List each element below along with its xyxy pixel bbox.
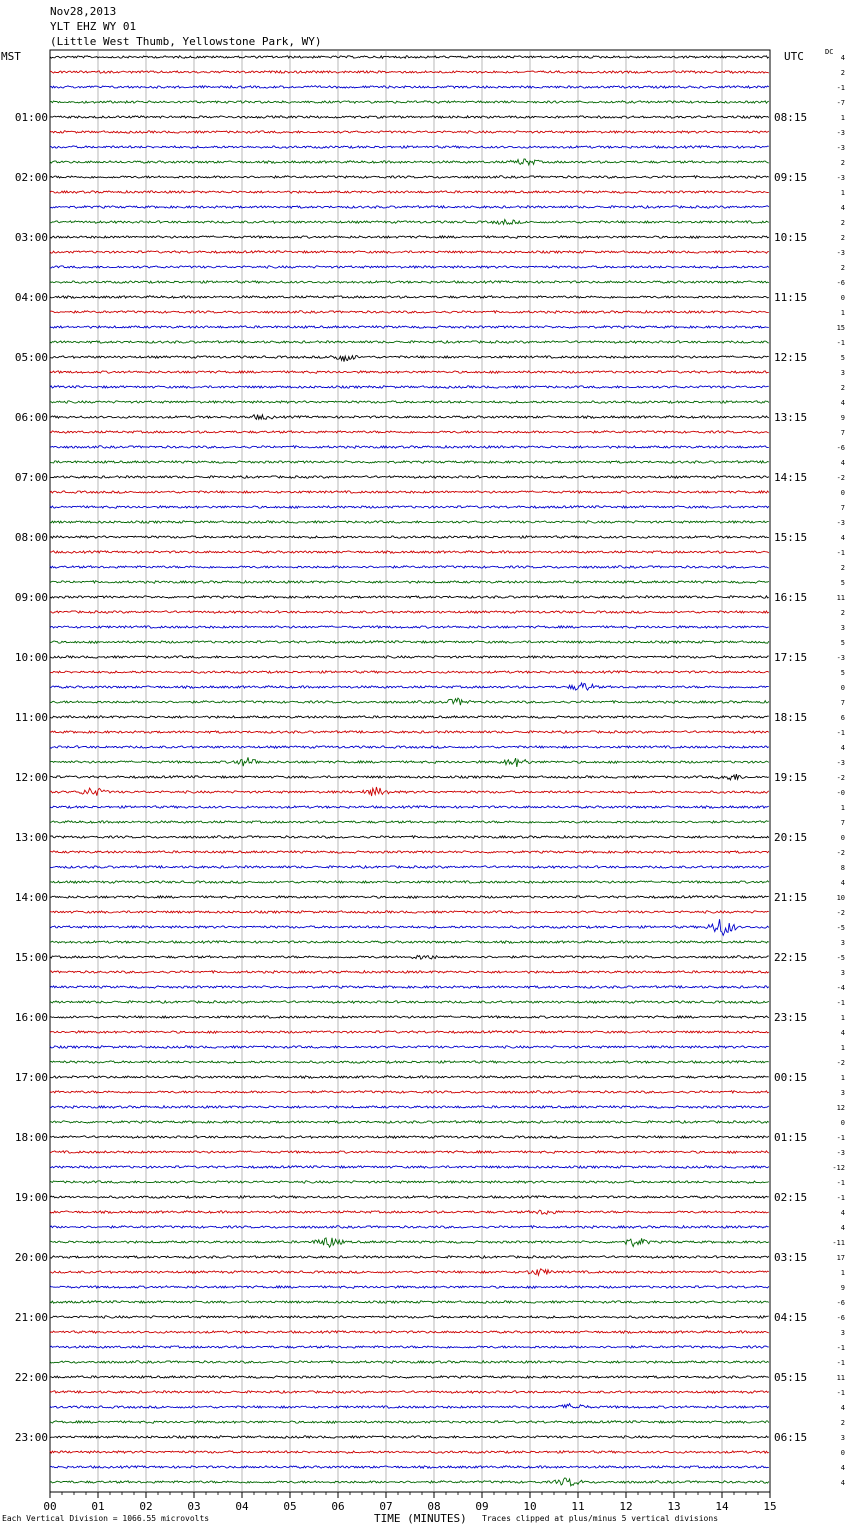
trace-50 bbox=[50, 806, 769, 809]
left-hour-label: 21:00 bbox=[14, 1311, 48, 1324]
location-label: (Little West Thumb, Yellowstone Park, WY) bbox=[50, 35, 322, 48]
dc-offset-label: 4 bbox=[840, 459, 845, 467]
x-tick-label-03: 03 bbox=[187, 1500, 201, 1513]
dc-offset-label: 5 bbox=[840, 354, 845, 362]
dc-offset-label: 1 bbox=[840, 1074, 845, 1082]
right-hour-label: 04:15 bbox=[774, 1311, 808, 1324]
trace-91 bbox=[50, 1421, 769, 1424]
left-hour-label: 10:00 bbox=[14, 651, 48, 664]
dc-offset-label: 4 bbox=[840, 1209, 845, 1217]
trace-7 bbox=[50, 159, 769, 165]
dc-offset-label: 1 bbox=[840, 309, 845, 317]
trace-81 bbox=[50, 1269, 769, 1275]
trace-78 bbox=[50, 1226, 769, 1229]
x-tick-label-01: 01 bbox=[91, 1500, 105, 1513]
trace-27 bbox=[50, 461, 769, 463]
trace-56 bbox=[50, 896, 769, 899]
trace-57 bbox=[50, 911, 769, 913]
trace-79 bbox=[50, 1238, 769, 1247]
trace-59 bbox=[50, 941, 769, 944]
trace-49 bbox=[50, 787, 769, 796]
trace-47 bbox=[50, 757, 769, 767]
x-tick-label-13: 13 bbox=[667, 1500, 681, 1513]
trace-42 bbox=[50, 683, 769, 690]
dc-offset-label: 8 bbox=[840, 864, 845, 872]
trace-51 bbox=[50, 821, 769, 824]
dc-offset-label: 1 bbox=[840, 804, 845, 812]
trace-28 bbox=[50, 476, 769, 479]
trace-85 bbox=[50, 1331, 769, 1334]
dc-offset-label: -1 bbox=[836, 84, 845, 92]
left-hour-label: 22:00 bbox=[14, 1371, 48, 1384]
trace-20 bbox=[50, 356, 769, 362]
trace-74 bbox=[50, 1166, 769, 1169]
trace-22 bbox=[50, 386, 769, 389]
trace-5 bbox=[50, 131, 769, 133]
dc-offset-label: -3 bbox=[836, 129, 845, 137]
left-hour-label: 13:00 bbox=[14, 831, 48, 844]
dc-offset-label: 10 bbox=[836, 894, 845, 902]
dc-offset-label: 7 bbox=[840, 429, 845, 437]
trace-10 bbox=[50, 206, 769, 209]
trace-92 bbox=[50, 1436, 769, 1438]
trace-15 bbox=[50, 281, 769, 284]
trace-34 bbox=[50, 566, 769, 569]
dc-offset-label: 3 bbox=[840, 624, 845, 632]
dc-offset-label: 4 bbox=[840, 204, 845, 212]
trace-0 bbox=[50, 56, 769, 59]
dc-offset-label: 1 bbox=[840, 1044, 845, 1052]
dc-offset-label: 9 bbox=[840, 1284, 845, 1292]
trace-33 bbox=[50, 551, 769, 554]
trace-68 bbox=[50, 1076, 769, 1079]
trace-4 bbox=[50, 116, 769, 118]
trace-82 bbox=[50, 1286, 769, 1289]
dc-offset-label: 0 bbox=[840, 834, 845, 842]
trace-54 bbox=[50, 866, 769, 869]
trace-2 bbox=[50, 86, 769, 89]
right-hour-label: 15:15 bbox=[774, 531, 808, 544]
right-hour-label: 21:15 bbox=[774, 891, 808, 904]
dc-offset-label: 4 bbox=[840, 1029, 845, 1037]
x-tick-label-02: 02 bbox=[139, 1500, 153, 1513]
dc-offset-label: 15 bbox=[836, 324, 845, 332]
dc-offset-label: -1 bbox=[836, 1179, 845, 1187]
trace-95 bbox=[50, 1478, 769, 1486]
trace-30 bbox=[50, 506, 769, 509]
left-hour-label: 03:00 bbox=[14, 231, 48, 244]
dc-offset-label: -0 bbox=[836, 789, 845, 797]
x-tick-label-06: 06 bbox=[331, 1500, 345, 1513]
dc-offset-label: -3 bbox=[836, 654, 845, 662]
trace-67 bbox=[50, 1061, 769, 1064]
dc-offset-label: 5 bbox=[840, 639, 845, 647]
trace-58 bbox=[50, 919, 769, 935]
dc-offset-label: -11 bbox=[832, 1239, 845, 1247]
dc-offset-label: 2 bbox=[840, 384, 845, 392]
trace-37 bbox=[50, 611, 769, 614]
left-hour-label: 09:00 bbox=[14, 591, 48, 604]
dc-offset-label: -3 bbox=[836, 1149, 845, 1157]
left-hour-label: 02:00 bbox=[14, 171, 48, 184]
trace-76 bbox=[50, 1196, 769, 1199]
right-hour-label: 00:15 bbox=[774, 1071, 808, 1084]
trace-84 bbox=[50, 1316, 769, 1319]
trace-94 bbox=[50, 1466, 769, 1469]
dc-offset-label: 5 bbox=[840, 579, 845, 587]
left-hour-label: 11:00 bbox=[14, 711, 48, 724]
trace-60 bbox=[50, 955, 769, 959]
left-hour-label: 01:00 bbox=[14, 111, 48, 124]
right-hour-label: 06:15 bbox=[774, 1431, 808, 1444]
trace-44 bbox=[50, 716, 769, 718]
trace-90 bbox=[50, 1404, 769, 1409]
left-hour-label: 20:00 bbox=[14, 1251, 48, 1264]
dc-offset-label: 2 bbox=[840, 159, 845, 167]
right-hour-label: 11:15 bbox=[774, 291, 808, 304]
dc-offset-label: 2 bbox=[840, 1419, 845, 1427]
trace-83 bbox=[50, 1301, 769, 1304]
dc-offset-label: -2 bbox=[836, 849, 845, 857]
dc-offset-label: 7 bbox=[840, 699, 845, 707]
trace-35 bbox=[50, 581, 769, 584]
dc-offset-label: -1 bbox=[836, 339, 845, 347]
dc-offset-label: 2 bbox=[840, 264, 845, 272]
dc-offset-label: -3 bbox=[836, 174, 845, 182]
right-hour-label: 20:15 bbox=[774, 831, 808, 844]
dc-offset-label: 0 bbox=[840, 684, 845, 692]
dc-offset-label: -5 bbox=[836, 954, 845, 962]
trace-41 bbox=[50, 671, 769, 674]
trace-1 bbox=[50, 71, 769, 74]
left-hour-label: 12:00 bbox=[14, 771, 48, 784]
dc-offset-label: 7 bbox=[840, 819, 845, 827]
dc-offset-label: 4 bbox=[840, 1464, 845, 1472]
left-hour-label: 06:00 bbox=[14, 411, 48, 424]
dc-offset-label: -3 bbox=[836, 519, 845, 527]
trace-11 bbox=[50, 220, 769, 225]
trace-72 bbox=[50, 1136, 769, 1139]
dc-offset-label: -2 bbox=[836, 774, 845, 782]
dc-offset-label: -6 bbox=[836, 444, 845, 452]
x-tick-label-10: 10 bbox=[523, 1500, 537, 1513]
right-hour-label: 08:15 bbox=[774, 111, 808, 124]
dc-offset-label: 3 bbox=[840, 939, 845, 947]
dc-offset-label: -1 bbox=[836, 1194, 845, 1202]
left-hour-label: 23:00 bbox=[14, 1431, 48, 1444]
scale-note: Each Vertical Division = 1066.55 microvolts bbox=[2, 1514, 210, 1523]
dc-offset-label: 1 bbox=[840, 189, 845, 197]
dc-offset-label: 2 bbox=[840, 564, 845, 572]
dc-offset-label: 6 bbox=[840, 714, 845, 722]
left-hour-label: 05:00 bbox=[14, 351, 48, 364]
trace-88 bbox=[50, 1376, 769, 1378]
dc-offset-label: -6 bbox=[836, 1314, 845, 1322]
dc-offset-label: -1 bbox=[836, 549, 845, 557]
left-hour-label: 16:00 bbox=[14, 1011, 48, 1024]
dc-offset-label: 3 bbox=[840, 1434, 845, 1442]
dc-offset-label: 0 bbox=[840, 294, 845, 302]
trace-29 bbox=[50, 491, 769, 494]
dc-offset-label: 9 bbox=[840, 414, 845, 422]
trace-38 bbox=[50, 626, 769, 629]
trace-25 bbox=[50, 431, 769, 434]
trace-55 bbox=[50, 881, 769, 884]
trace-23 bbox=[50, 401, 769, 404]
dc-offset-label: 4 bbox=[840, 399, 845, 407]
dc-offset-label: -1 bbox=[836, 1134, 845, 1142]
dc-offset-label: 4 bbox=[840, 1404, 845, 1412]
right-hour-label: 12:15 bbox=[774, 351, 808, 364]
dc-offset-label: 2 bbox=[840, 69, 845, 77]
left-hour-label: 15:00 bbox=[14, 951, 48, 964]
trace-64 bbox=[50, 1016, 769, 1019]
dc-offset-label: 0 bbox=[840, 1119, 845, 1127]
x-tick-label-12: 12 bbox=[619, 1500, 633, 1513]
left-hour-label: 08:00 bbox=[14, 531, 48, 544]
trace-48 bbox=[50, 774, 769, 780]
trace-63 bbox=[50, 1001, 769, 1004]
dc-offset-label: 11 bbox=[836, 1374, 845, 1382]
x-tick-label-11: 11 bbox=[571, 1500, 585, 1513]
left-hour-label: 18:00 bbox=[14, 1131, 48, 1144]
dc-offset-label: -1 bbox=[836, 1359, 845, 1367]
x-tick-label-00: 00 bbox=[43, 1500, 57, 1513]
right-hour-label: 13:15 bbox=[774, 411, 808, 424]
left-hour-label: 14:00 bbox=[14, 891, 48, 904]
right-hour-label: 23:15 bbox=[774, 1011, 808, 1024]
trace-46 bbox=[50, 746, 769, 749]
dc-offset-label: -6 bbox=[836, 279, 845, 287]
left-hour-label: 19:00 bbox=[14, 1191, 48, 1204]
dc-offset-label: 4 bbox=[840, 879, 845, 887]
right-hour-label: 16:15 bbox=[774, 591, 808, 604]
dc-offset-label: 4 bbox=[840, 1224, 845, 1232]
dc-offset-label: -3 bbox=[836, 249, 845, 257]
station-label: YLT EHZ WY 01 bbox=[50, 20, 137, 33]
dc-offset-label: 7 bbox=[840, 504, 845, 512]
dc-offset-label: 4 bbox=[840, 744, 845, 752]
trace-18 bbox=[50, 326, 769, 328]
right-hour-label: 10:15 bbox=[774, 231, 808, 244]
trace-69 bbox=[50, 1091, 769, 1094]
x-tick-label-05: 05 bbox=[283, 1500, 297, 1513]
x-axis-label: TIME (MINUTES) bbox=[374, 1512, 467, 1525]
dc-offset-label: -3 bbox=[836, 144, 845, 152]
dc-offset-label: 3 bbox=[840, 1089, 845, 1097]
trace-53 bbox=[50, 851, 769, 853]
trace-40 bbox=[50, 656, 769, 658]
dc-offset-label: -1 bbox=[836, 999, 845, 1007]
left-hour-label: 17:00 bbox=[14, 1071, 48, 1084]
trace-70 bbox=[50, 1106, 769, 1109]
dc-offset-label: -1 bbox=[836, 1344, 845, 1352]
dc-offset-label: -4 bbox=[836, 984, 845, 992]
x-tick-label-09: 09 bbox=[475, 1500, 489, 1513]
dc-offset-label: 0 bbox=[840, 1449, 845, 1457]
date-label: Nov28,2013 bbox=[50, 5, 117, 18]
left-hour-label: 04:00 bbox=[14, 291, 48, 304]
trace-8 bbox=[50, 176, 769, 179]
trace-66 bbox=[50, 1046, 769, 1048]
dc-offset-label: 17 bbox=[836, 1254, 845, 1262]
trace-26 bbox=[50, 446, 769, 449]
dc-offset-label: -3 bbox=[836, 759, 845, 767]
x-tick-label-04: 04 bbox=[235, 1500, 249, 1513]
dc-offset-label: 3 bbox=[840, 1329, 845, 1337]
trace-43 bbox=[50, 698, 769, 705]
trace-86 bbox=[50, 1346, 769, 1349]
trace-75 bbox=[50, 1181, 769, 1184]
dc-offset-label: -2 bbox=[836, 1059, 845, 1067]
dc-offset-label: 2 bbox=[840, 609, 845, 617]
trace-71 bbox=[50, 1121, 769, 1124]
dc-offset-label: 12 bbox=[836, 1104, 845, 1112]
dc-offset-label: -1 bbox=[836, 1389, 845, 1397]
trace-13 bbox=[50, 251, 769, 254]
dc-offset-label: -5 bbox=[836, 924, 845, 932]
dc-offset-label: 1 bbox=[840, 1269, 845, 1277]
dc-offset-label: -1 bbox=[836, 729, 845, 737]
trace-9 bbox=[50, 191, 769, 194]
right-timezone-label: UTC bbox=[784, 50, 804, 63]
right-hour-label: 05:15 bbox=[774, 1371, 808, 1384]
dc-offset-label: -2 bbox=[836, 909, 845, 917]
trace-45 bbox=[50, 731, 769, 734]
dc-offset-label: 11 bbox=[836, 594, 845, 602]
right-hour-label: 17:15 bbox=[774, 651, 808, 664]
dc-offset-label: -7 bbox=[836, 99, 845, 107]
dc-offset-label: 5 bbox=[840, 669, 845, 677]
right-hour-label: 18:15 bbox=[774, 711, 808, 724]
trace-32 bbox=[50, 536, 769, 539]
trace-6 bbox=[50, 146, 769, 149]
right-hour-label: 19:15 bbox=[774, 771, 808, 784]
left-hour-label: 07:00 bbox=[14, 471, 48, 484]
trace-3 bbox=[50, 101, 769, 104]
dc-header-label: DC bbox=[825, 48, 834, 56]
trace-52 bbox=[50, 836, 769, 839]
trace-31 bbox=[50, 521, 769, 523]
dc-offset-label: 1 bbox=[840, 114, 845, 122]
dc-offset-label: 1 bbox=[840, 1014, 845, 1022]
trace-61 bbox=[50, 971, 769, 974]
trace-65 bbox=[50, 1031, 769, 1034]
clip-note: Traces clipped at plus/minus 5 vertical divisions bbox=[482, 1514, 719, 1523]
trace-36 bbox=[50, 596, 769, 599]
dc-offset-label: 4 bbox=[840, 534, 845, 542]
trace-21 bbox=[50, 371, 769, 374]
dc-offset-label: -12 bbox=[832, 1164, 845, 1172]
trace-16 bbox=[50, 296, 769, 299]
trace-24 bbox=[50, 415, 769, 420]
trace-62 bbox=[50, 986, 769, 988]
trace-77 bbox=[50, 1210, 769, 1214]
dc-offset-label: 4 bbox=[840, 54, 845, 62]
right-hour-label: 22:15 bbox=[774, 951, 808, 964]
x-tick-label-07: 07 bbox=[379, 1500, 393, 1513]
trace-12 bbox=[50, 236, 769, 239]
x-tick-label-14: 14 bbox=[715, 1500, 729, 1513]
trace-17 bbox=[50, 311, 769, 314]
right-hour-label: 02:15 bbox=[774, 1191, 808, 1204]
trace-73 bbox=[50, 1151, 769, 1154]
dc-offset-label: 0 bbox=[840, 489, 845, 497]
left-timezone-label: MST bbox=[1, 50, 21, 63]
right-hour-label: 01:15 bbox=[774, 1131, 808, 1144]
right-hour-label: 09:15 bbox=[774, 171, 808, 184]
trace-19 bbox=[50, 341, 769, 344]
trace-89 bbox=[50, 1391, 769, 1394]
trace-39 bbox=[50, 641, 769, 644]
dc-offset-label: -6 bbox=[836, 1299, 845, 1307]
trace-14 bbox=[50, 266, 769, 269]
trace-93 bbox=[50, 1451, 769, 1454]
right-hour-label: 03:15 bbox=[774, 1251, 808, 1264]
right-hour-label: 14:15 bbox=[774, 471, 808, 484]
x-tick-label-08: 08 bbox=[427, 1500, 441, 1513]
trace-80 bbox=[50, 1256, 769, 1259]
dc-offset-label: 2 bbox=[840, 219, 845, 227]
dc-offset-label: -2 bbox=[836, 474, 845, 482]
dc-offset-label: 2 bbox=[840, 234, 845, 242]
dc-offset-label: 4 bbox=[840, 1479, 845, 1487]
dc-offset-label: 3 bbox=[840, 369, 845, 377]
dc-offset-label: 3 bbox=[840, 969, 845, 977]
trace-87 bbox=[50, 1361, 769, 1364]
x-tick-label-15: 15 bbox=[763, 1500, 777, 1513]
